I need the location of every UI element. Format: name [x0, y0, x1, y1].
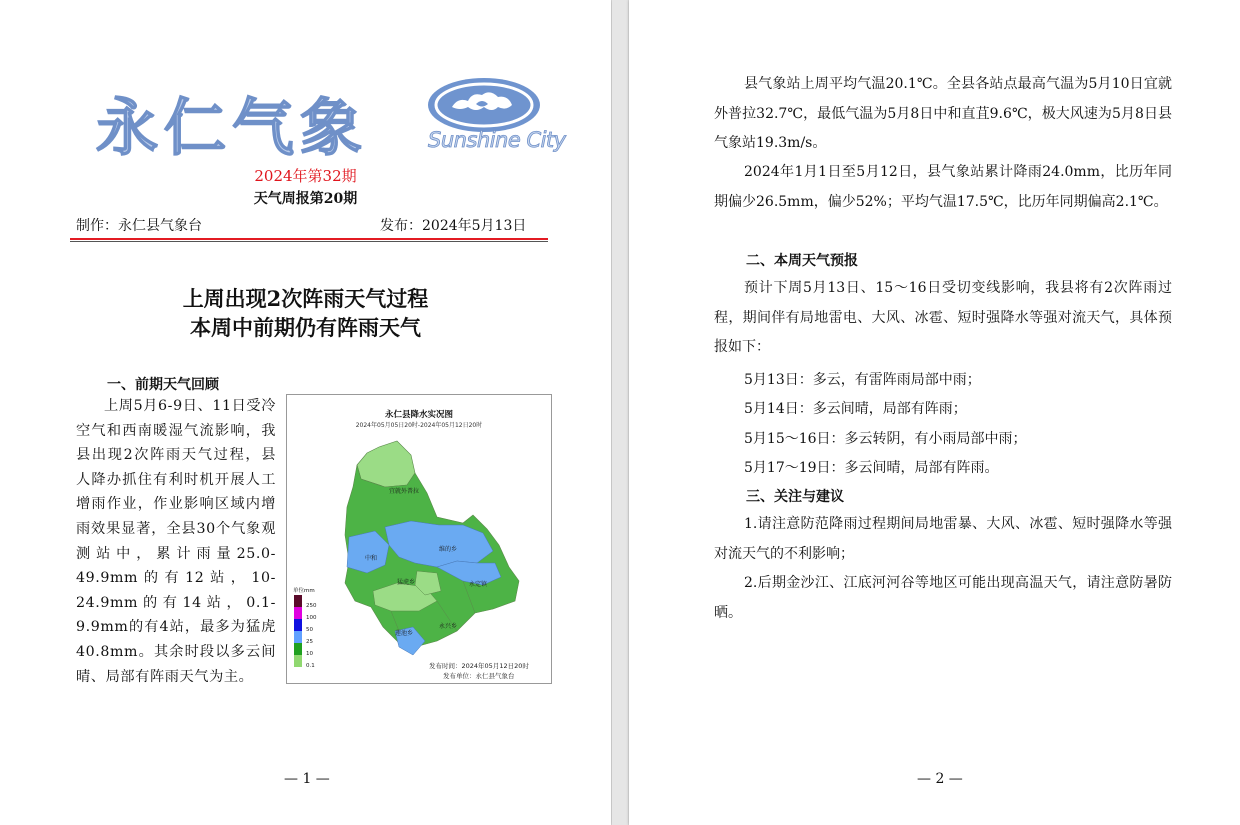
- legend-swatch: [294, 619, 302, 631]
- map-publish-time: 发布时间：2024年05月12日20时: [429, 662, 529, 670]
- headline-line-2: 本周中前期仍有阵雨天气: [190, 315, 421, 340]
- legend-swatch: [294, 631, 302, 643]
- headline-line-1: 上周出现2次阵雨天气过程: [182, 286, 429, 311]
- town-label: 宜就外普拉: [389, 488, 420, 495]
- section-1-body: 上周5月6-9日、11日受冷空气和西南暖湿气流影响，我县出现2次阵雨天气过程，县人降办抓住有利时机开展人工增雨作业，作业影响区域内增雨效果显著，全县30个气象观测站中，累计雨量25.0-49.9mm的有12站，10-24.9mm的有14站，0.1-9.9mm的有4站，最多为猛虎40.8mm。其余时段以多云间晴、局部有阵雨天气为主。: [76, 398, 276, 685]
- publish-date: 发布：2024年5月13日: [380, 218, 527, 234]
- advice-1: 1.请注意防范降雨过程期间局地雷暴、大风、冰雹、短时强降水等强对流天气的不利影响；: [714, 516, 1172, 562]
- legend-color-bar: [294, 595, 306, 685]
- county-map-shape: [287, 395, 551, 683]
- page-number-2: — 2 —: [917, 771, 963, 787]
- page-number-1: — 1 —: [284, 771, 330, 787]
- legend-label: 25: [306, 639, 313, 645]
- section-3-title: 三、关注与建议: [746, 489, 844, 505]
- masthead-sunshine-city: Sunshine City: [428, 128, 566, 152]
- header-black-rule: [70, 241, 548, 242]
- legend-unit: 单位mm: [293, 588, 315, 594]
- legend-label: 0.1: [306, 663, 315, 669]
- map-title: 永仁县降水实况图: [384, 410, 453, 420]
- masthead-logo-text: 永仁气象: [96, 91, 369, 164]
- legend-label: 250: [306, 603, 317, 609]
- cloud-emblem-icon: [424, 74, 544, 136]
- legend-label: 50: [306, 627, 313, 633]
- header-red-rule: [70, 238, 548, 240]
- section-2-title: 二、本周天气预报: [746, 253, 858, 269]
- page-1: [0, 0, 611, 825]
- town-label: 永兴乡: [439, 623, 458, 630]
- legend-swatch: [294, 655, 302, 667]
- forecast-item: 5月13日：多云，有雷阵雨局部中雨；: [744, 372, 981, 388]
- forecast-intro: 预计下周5月13日、15～16日受切变线影响，我县将有2次阵雨过程，期间伴有局地雷电、大风、冰雹、短时强降水等强对流天气，具体预报如下：: [714, 280, 1172, 355]
- town-label: 永定镇: [469, 581, 488, 588]
- cumulative-rain-summary: 2024年1月1日至5月12日，县气象站累计降雨24.0mm，比历年同期偏少26.5mm，偏少52%；平均气温17.5℃，比历年同期偏高2.1℃。: [714, 164, 1172, 210]
- forecast-item: 5月17～19日：多云间晴，局部有阵雨。: [744, 460, 999, 476]
- legend-swatch: [294, 607, 302, 619]
- producer: 制作：永仁县气象台: [76, 218, 202, 234]
- temperature-summary: 县气象站上周平均气温20.1℃。全县各站点最高气温为5月10日宜就外普拉32.7℃，最低气温为5月8日中和直苴9.6℃，极大风速为5月8日县气象站19.3m/s。: [714, 76, 1172, 151]
- legend-swatch: [294, 643, 302, 655]
- legend-label: 100: [306, 615, 317, 621]
- town-label: 中和: [365, 555, 378, 562]
- issue-number: 2024年第32期: [254, 167, 357, 185]
- town-label: 维的乡: [439, 546, 458, 553]
- town-label: 莲池乡: [395, 630, 414, 637]
- map-publisher: 发布单位：永仁县气象台: [443, 672, 515, 680]
- page-gap: [612, 0, 628, 825]
- precipitation-map: [286, 394, 552, 684]
- weekly-issue: 天气周报第20期: [253, 191, 358, 207]
- legend-swatch: [294, 595, 302, 607]
- advice-2: 2.后期金沙江、江底河河谷等地区可能出现高温天气，请注意防暑防晒。: [714, 575, 1172, 621]
- section-1-title: 一、前期天气回顾: [107, 377, 219, 393]
- forecast-item: 5月15～16日：多云转阴，有小雨局部中雨；: [744, 431, 1027, 447]
- forecast-item: 5月14日：多云间晴，局部有阵雨；: [744, 401, 967, 417]
- map-period: 2024年05月05日20时-2024年05月12日20时: [355, 422, 483, 429]
- town-label: 猛虎乡: [397, 579, 416, 586]
- legend-label: 10: [306, 651, 313, 657]
